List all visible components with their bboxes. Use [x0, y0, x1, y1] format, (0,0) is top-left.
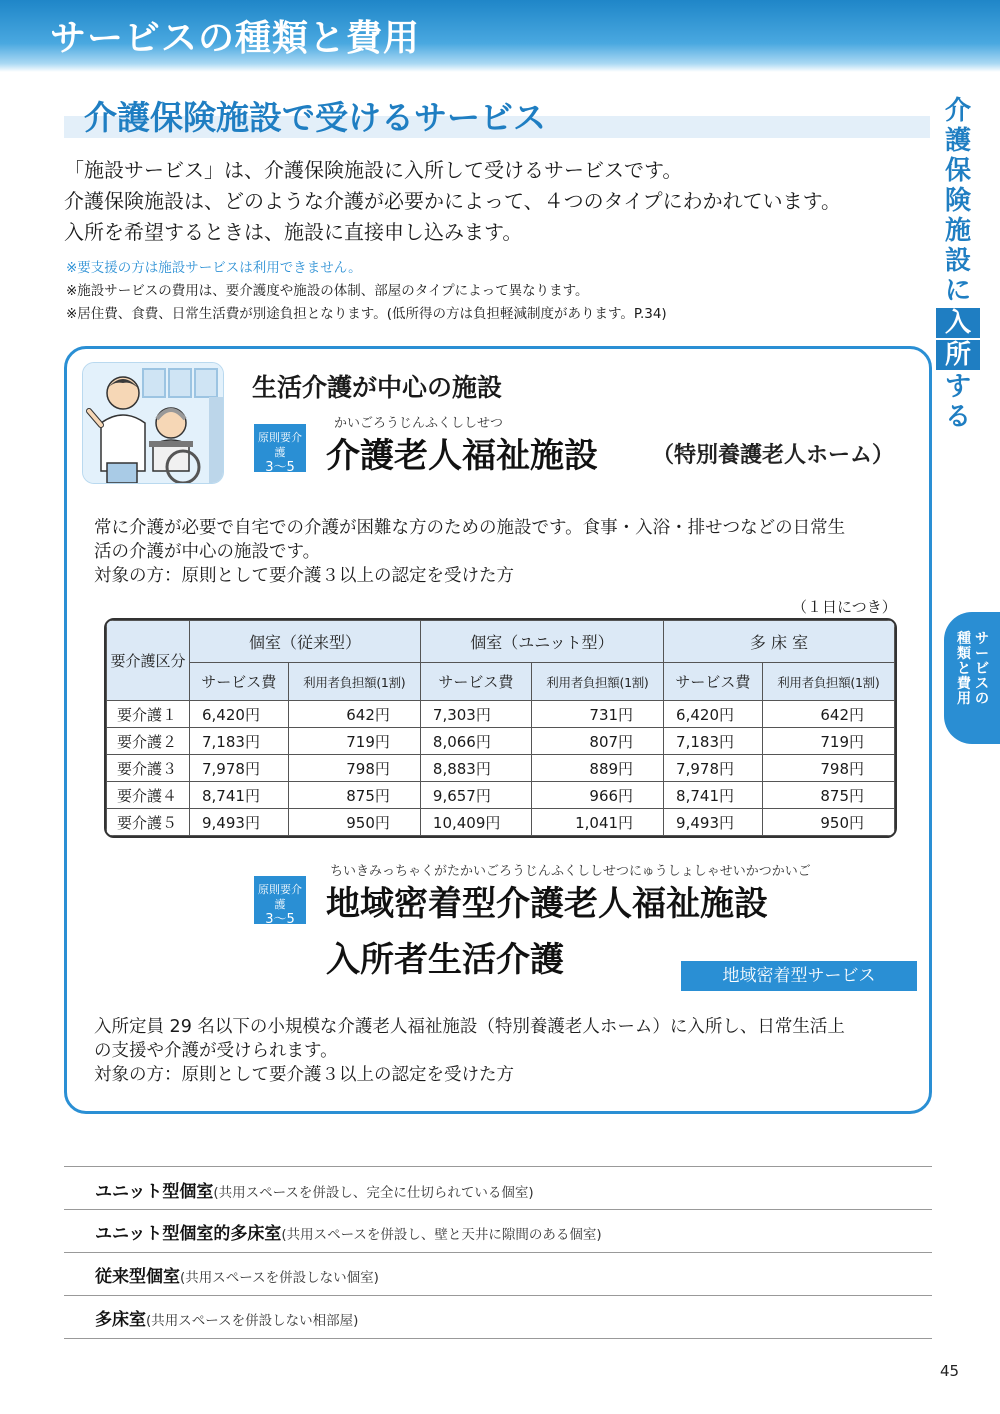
- legend-term: 多床室: [95, 1310, 146, 1330]
- legend-item: [95, 1219, 602, 1244]
- legend-desc: (共用スペースを併設しない個室): [180, 1270, 379, 1286]
- care-level-badge: [254, 424, 306, 475]
- table-cell: 875円: [288, 782, 420, 809]
- legend-term: 従来型個室: [95, 1267, 180, 1287]
- table-cell: 7,183円: [190, 728, 289, 755]
- side-tab-char: 険: [944, 186, 971, 216]
- table-cell: 731円: [531, 701, 663, 728]
- table-cell: 642円: [288, 701, 420, 728]
- table-cell: 719円: [762, 728, 894, 755]
- care-level-badge: [254, 876, 306, 927]
- table-cell: 798円: [762, 755, 894, 782]
- chapter-tab-char: 種: [957, 631, 971, 647]
- cost-table-grid: [106, 620, 895, 836]
- section-title-block: [64, 92, 930, 140]
- table-row: [107, 809, 895, 836]
- table-cell: 10,409円: [420, 809, 531, 836]
- badge-range: 3〜5: [265, 460, 295, 475]
- chapter-tab-char: の: [975, 691, 989, 707]
- facility-name: 地域密着型介護老人福祉施設: [326, 884, 768, 924]
- group-header: 個室（ユニット型）: [420, 621, 663, 663]
- side-tab-char: に: [944, 276, 971, 306]
- intro-line: 介護保険施設は、どのような介護が必要かによって、４つのタイプにわかれています。: [64, 189, 841, 213]
- chapter-tab-char: ビ: [975, 661, 989, 677]
- group-header: 多 床 室: [664, 621, 895, 663]
- table-cell: 8,066円: [420, 728, 531, 755]
- legend-term: ユニット型個室: [95, 1182, 214, 1202]
- description-line: 入所定員 29 名以下の小規模な介護老人福祉施設（特別養護老人ホーム）に入所し、日常生活上: [94, 1017, 845, 1037]
- chapter-tab-char: ー: [975, 646, 989, 662]
- side-tab-vertical-title: [930, 96, 986, 432]
- table-cell: 950円: [288, 809, 420, 836]
- notes: [66, 257, 667, 326]
- badge-label: 原則要介護: [258, 431, 302, 459]
- table-cell: 7,303円: [420, 701, 531, 728]
- column-header: 利用者負担額(1割): [288, 663, 420, 701]
- facility-name-line2: 入所者生活介護: [326, 940, 564, 980]
- care-level-cell: 要介護１: [107, 701, 190, 728]
- chapter-tab-char: ス: [975, 676, 989, 692]
- intro-text: [64, 155, 841, 248]
- intro-line: 入所を希望するときは、施設に直接申し込みます。: [64, 220, 523, 244]
- table-cell: 7,978円: [190, 755, 289, 782]
- table-cell: 9,493円: [664, 809, 763, 836]
- page-number: 45: [940, 1362, 960, 1380]
- legend-item: [95, 1305, 358, 1330]
- table-cell: 889円: [531, 755, 663, 782]
- badge-range: 3〜5: [265, 912, 295, 927]
- divider: [64, 1166, 932, 1167]
- chapter-tab-char: 類: [957, 646, 971, 662]
- table-cell: 798円: [288, 755, 420, 782]
- table-cell: 7,183円: [664, 728, 763, 755]
- description-line: 対象の方：原則として要介護３以上の認定を受けた方: [94, 1065, 514, 1085]
- chapter-tab-char: 用: [957, 691, 971, 707]
- caregiver-wheelchair-icon: [83, 363, 224, 484]
- per-day-note: （１日につき）: [792, 598, 897, 616]
- table-row: [107, 755, 895, 782]
- divider: [64, 1209, 932, 1210]
- community-service-tag: 地域密着型サービス: [681, 961, 917, 991]
- table-row: [107, 728, 895, 755]
- row-header-label: 要介護区分: [107, 621, 190, 701]
- page-title: サービスの種類と費用: [50, 18, 421, 59]
- legend-desc: (共用スペースを併設し、壁と天井に隙間のある個室): [281, 1227, 602, 1243]
- chapter-tab-char: サ: [975, 631, 989, 647]
- facility-description: [94, 516, 845, 588]
- table-cell: 6,420円: [664, 701, 763, 728]
- table-cell: 950円: [762, 809, 894, 836]
- table-cell: 6,420円: [190, 701, 289, 728]
- divider: [64, 1295, 932, 1296]
- facility-description: [94, 1015, 845, 1087]
- facility-name-ruby: かいごろうじんふくししせつ: [334, 416, 504, 431]
- caregiver-illustration: [82, 362, 224, 484]
- chapter-tab[interactable]: [944, 612, 1000, 744]
- description-line: の支援や介護が受けられます。: [94, 1041, 338, 1061]
- side-tab-char: 保: [944, 156, 971, 186]
- description-line: 対象の方：原則として要介護３以上の認定を受けた方: [94, 566, 514, 586]
- chapter-tab-label-2: [956, 632, 972, 707]
- cost-table: [104, 618, 897, 838]
- table-cell: 7,978円: [664, 755, 763, 782]
- column-header: サービス費: [664, 663, 763, 701]
- table-cell: 642円: [762, 701, 894, 728]
- divider: [64, 1252, 932, 1253]
- table-cell: 719円: [288, 728, 420, 755]
- legend-item: [95, 1177, 534, 1202]
- table-cell: 966円: [531, 782, 663, 809]
- legend-desc: (共用スペースを併設し、完全に仕切られている個室): [213, 1185, 534, 1201]
- note-line: ※要支援の方は施設サービスは利用できません。: [66, 260, 362, 276]
- side-tab-char: る: [944, 402, 971, 432]
- side-tab-char: す: [944, 372, 971, 402]
- table-cell: 1,041円: [531, 809, 663, 836]
- side-tab-char: 護: [944, 126, 971, 156]
- table-cell: 807円: [531, 728, 663, 755]
- facility-name: 介護老人福祉施設: [326, 436, 598, 476]
- table-cell: 9,657円: [420, 782, 531, 809]
- section-title: 介護保険施設で受けるサービス: [84, 98, 546, 137]
- column-header: サービス費: [420, 663, 531, 701]
- column-header: 利用者負担額(1割): [762, 663, 894, 701]
- chapter-tab-char: 費: [957, 676, 971, 692]
- table-row: [107, 701, 895, 728]
- table-cell: 9,493円: [190, 809, 289, 836]
- side-tab-char: 入: [936, 308, 980, 338]
- facility-subname: （特別養護老人ホーム）: [652, 443, 895, 468]
- intro-line: 「施設サービス」は、介護保険施設に入所して受けるサービスです。: [64, 158, 683, 182]
- column-header: 利用者負担額(1割): [531, 663, 663, 701]
- chapter-tab-char: と: [957, 661, 971, 677]
- chapter-tab-label-1: [974, 632, 990, 707]
- description-line: 活の介護が中心の施設です。: [94, 542, 321, 562]
- side-tab-char: 所: [936, 340, 980, 370]
- care-level-cell: 要介護３: [107, 755, 190, 782]
- care-level-cell: 要介護５: [107, 809, 190, 836]
- facility-name-ruby: ちいきみっちゃくがたかいごろうじんふくししせつにゅうしょしゃせいかつかいご: [330, 864, 811, 879]
- legend-desc: (共用スペースを併設しない相部屋): [146, 1313, 359, 1329]
- description-line: 常に介護が必要で自宅での介護が困難な方のための施設です。食事・入浴・排せつなどの日常生: [94, 518, 846, 538]
- table-row: [107, 782, 895, 809]
- note-line: ※施設サービスの費用は、要介護度や施設の体制、部屋のタイプによって異なります。: [66, 283, 589, 299]
- table-cell: 8,741円: [664, 782, 763, 809]
- table-cell: 8,741円: [190, 782, 289, 809]
- side-tab-char: 介: [944, 96, 971, 126]
- side-tab-char: 施: [944, 216, 971, 246]
- note-line: ※居住費、食費、日常生活費が別途負担となります。(低所得の方は負担軽減制度があります。P.34): [66, 306, 667, 322]
- category-title: 生活介護が中心の施設: [252, 373, 503, 402]
- legend-item: [95, 1262, 379, 1287]
- badge-label: 原則要介護: [258, 883, 302, 911]
- divider: [64, 1338, 932, 1339]
- table-cell: 875円: [762, 782, 894, 809]
- side-tab-char: 設: [944, 246, 971, 276]
- care-level-cell: 要介護４: [107, 782, 190, 809]
- group-header: 個室（従来型）: [190, 621, 421, 663]
- care-level-cell: 要介護２: [107, 728, 190, 755]
- table-cell: 8,883円: [420, 755, 531, 782]
- legend-term: ユニット型個室的多床室: [95, 1224, 282, 1244]
- column-header: サービス費: [190, 663, 289, 701]
